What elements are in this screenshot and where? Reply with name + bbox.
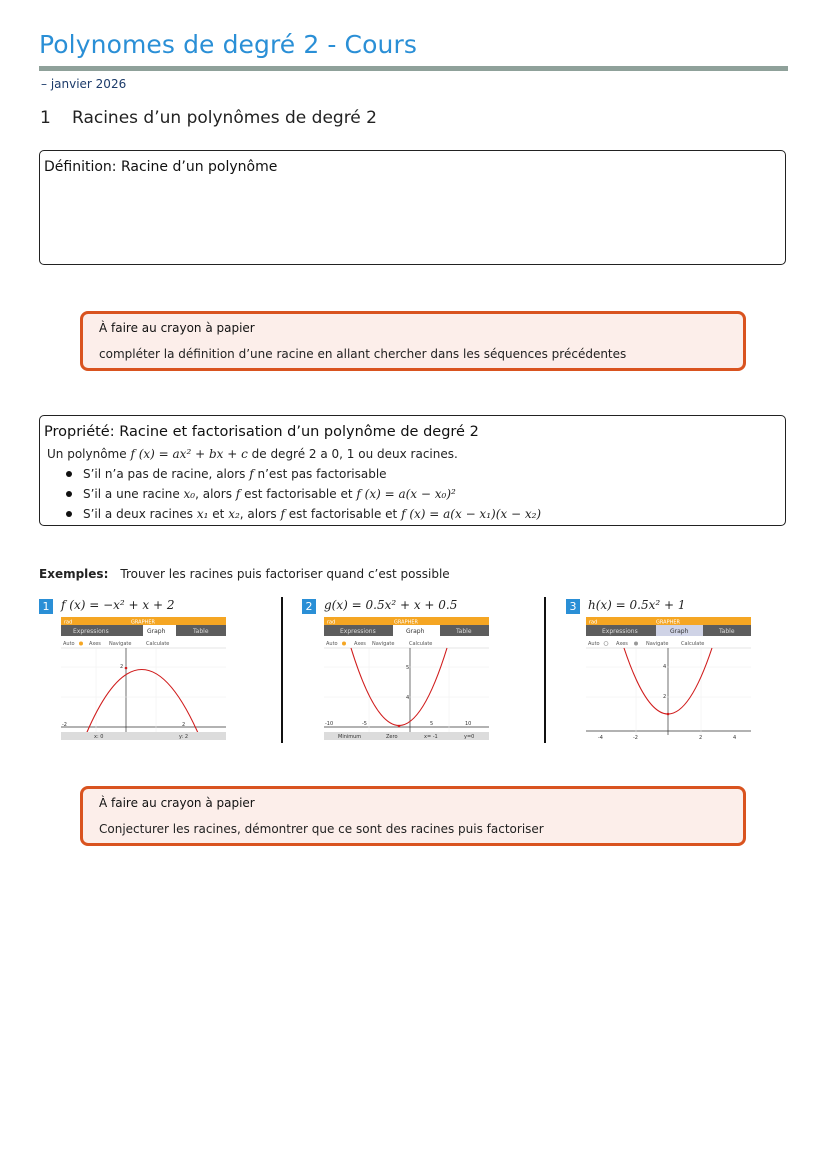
examples-line (39, 567, 450, 581)
tab-graph: Graph (670, 628, 689, 635)
bullet-text: et (212, 507, 225, 521)
example-formula: f (x) = −x² + x + 2 (61, 598, 175, 612)
axis-tick-label: -4 (598, 735, 603, 740)
example-number-badge: 3 (566, 599, 580, 614)
tab-graph: Graph (147, 628, 166, 635)
cursor-y-readout: y: 2 (179, 734, 189, 740)
axis-tick-label: 2 (182, 722, 186, 728)
section-title: Racines d’un polynômes de degré 2 (72, 108, 377, 128)
axis-tick-label: -2 (633, 735, 638, 740)
title-rule (39, 66, 788, 71)
bullet-math: x₀ (183, 487, 196, 501)
todo-box-2 (80, 786, 746, 846)
bullet-formula: f (x) = a(x − x₁)(x − x₂) (401, 507, 542, 521)
app-name: GRAPHER (394, 619, 418, 626)
bullet-text: n’est pas factorisable (257, 467, 387, 481)
toolbar-calculate: Calculate (409, 641, 433, 647)
status-text: rad (327, 619, 336, 626)
toolbar-axes: Axes (616, 641, 628, 647)
toolbar-navigate: Navigate (646, 641, 669, 647)
definition-box (39, 150, 786, 265)
examples-label: Exemples: (39, 567, 109, 581)
bullet-text: , alors (239, 507, 277, 521)
example-number-badge: 1 (39, 599, 53, 614)
bullet-dot (66, 511, 72, 517)
page-date: – janvier 2026 (41, 77, 127, 91)
tab-expressions: Expressions (602, 628, 638, 635)
toolbar-navigate: Navigate (372, 641, 395, 647)
axis-tick-label: 2 (120, 664, 124, 670)
tab-expressions: Expressions (340, 628, 376, 635)
bullet-math: x₂ (228, 507, 240, 521)
calc-minimum: Minimum (338, 734, 362, 740)
property-box (39, 415, 786, 526)
section-heading (40, 108, 377, 128)
cursor-x-readout: x= -1 (424, 734, 438, 740)
bullet-text: est factorisable et (244, 487, 353, 501)
todo-heading: À faire au crayon à papier (99, 796, 255, 810)
property-intro (47, 447, 458, 461)
axis-tick-label: 5 (430, 721, 434, 727)
page-title: Polynomes de degré 2 - Cours (39, 30, 417, 59)
toolbar-auto: Auto (326, 641, 338, 647)
tab-expressions: Expressions (73, 628, 109, 635)
axis-tick-label: 2 (663, 694, 667, 700)
axis-tick-label: 5 (406, 665, 410, 671)
axis-tick-label: -10 (325, 721, 334, 727)
bullet-formula: f (x) = a(x − x₀)² (356, 487, 456, 501)
toolbar-navigate: Navigate (109, 641, 132, 647)
bullet-text: , alors (195, 487, 232, 501)
toolbar-auto: Auto (63, 641, 75, 647)
property-title: Propriété: Racine et factorisation d’un polynôme de degré 2 (44, 424, 479, 440)
tab-table: Table (719, 628, 735, 635)
todo-box-1 (80, 311, 746, 371)
toolbar-axes: Axes (354, 641, 366, 647)
bullet-text: est factorisable et (288, 507, 398, 521)
section-number: 1 (40, 108, 51, 128)
example-formula: g(x) = 0.5x² + x + 0.5 (324, 598, 458, 612)
axis-tick-label: 10 (465, 721, 472, 727)
toolbar-calculate: Calculate (146, 641, 170, 647)
calculator-screenshot-3 (586, 617, 751, 740)
calculator-screenshot-1 (61, 617, 226, 740)
column-separator (544, 597, 546, 743)
axis-tick-label: 4 (663, 664, 667, 670)
calc-zero: Zero (386, 734, 398, 740)
column-separator (281, 597, 283, 743)
bullet-text: S’il a une racine (83, 487, 180, 501)
intro-text-end: de degré 2 a 0, 1 ou deux racines. (251, 447, 458, 461)
todo-heading: À faire au crayon à papier (99, 321, 255, 335)
intro-text: Un polynôme (47, 447, 127, 461)
app-name: GRAPHER (656, 619, 680, 626)
tab-table: Table (456, 628, 472, 635)
bullet-math: f (280, 507, 285, 521)
bullet-item (66, 466, 541, 486)
toolbar-auto: Auto (588, 641, 600, 647)
bullet-dot (66, 491, 72, 497)
cursor-y-readout: y=0 (464, 734, 475, 740)
example-number-badge: 2 (302, 599, 316, 614)
toolbar-axes: Axes (89, 641, 101, 647)
example-formula: h(x) = 0.5x² + 1 (588, 598, 686, 612)
bullet-math: f (249, 467, 254, 481)
calculator-screenshot-2 (324, 617, 489, 740)
definition-title: Définition: Racine d’un polynôme (44, 159, 278, 175)
app-name: GRAPHER (131, 619, 155, 626)
bullet-item (66, 486, 541, 506)
axis-tick-label: 4 (406, 695, 410, 701)
status-text: rad (589, 619, 598, 626)
tab-table: Table (193, 628, 209, 635)
bullet-math: f (235, 487, 241, 501)
intro-formula: f (x) = ax² + bx + c (130, 447, 248, 461)
bullet-item (66, 506, 541, 526)
axis-tick-label: -2 (62, 722, 67, 728)
axis-tick-label: -5 (362, 721, 367, 727)
tab-graph: Graph (406, 628, 425, 635)
todo-body: compléter la définition d’une racine en allant chercher dans les séquences précédentes (99, 347, 627, 361)
property-bullets (66, 466, 541, 526)
todo-body: Conjecturer les racines, démontrer que ce sont des racines puis factoriser (99, 822, 544, 836)
toolbar-calculate: Calculate (681, 641, 705, 647)
cursor-x-readout: x: 0 (94, 734, 104, 740)
bullet-dot (66, 471, 72, 477)
bullet-math: x₁ (196, 507, 209, 521)
bullet-text: S’il a deux racines (83, 507, 194, 521)
axis-tick-label: 4 (733, 735, 737, 740)
status-text: rad (64, 619, 73, 626)
examples-text: Trouver les racines puis factoriser quand c’est possible (120, 567, 450, 581)
bullet-text: S’il n’a pas de racine, alors (83, 467, 246, 481)
axis-tick-label: 2 (699, 735, 703, 740)
